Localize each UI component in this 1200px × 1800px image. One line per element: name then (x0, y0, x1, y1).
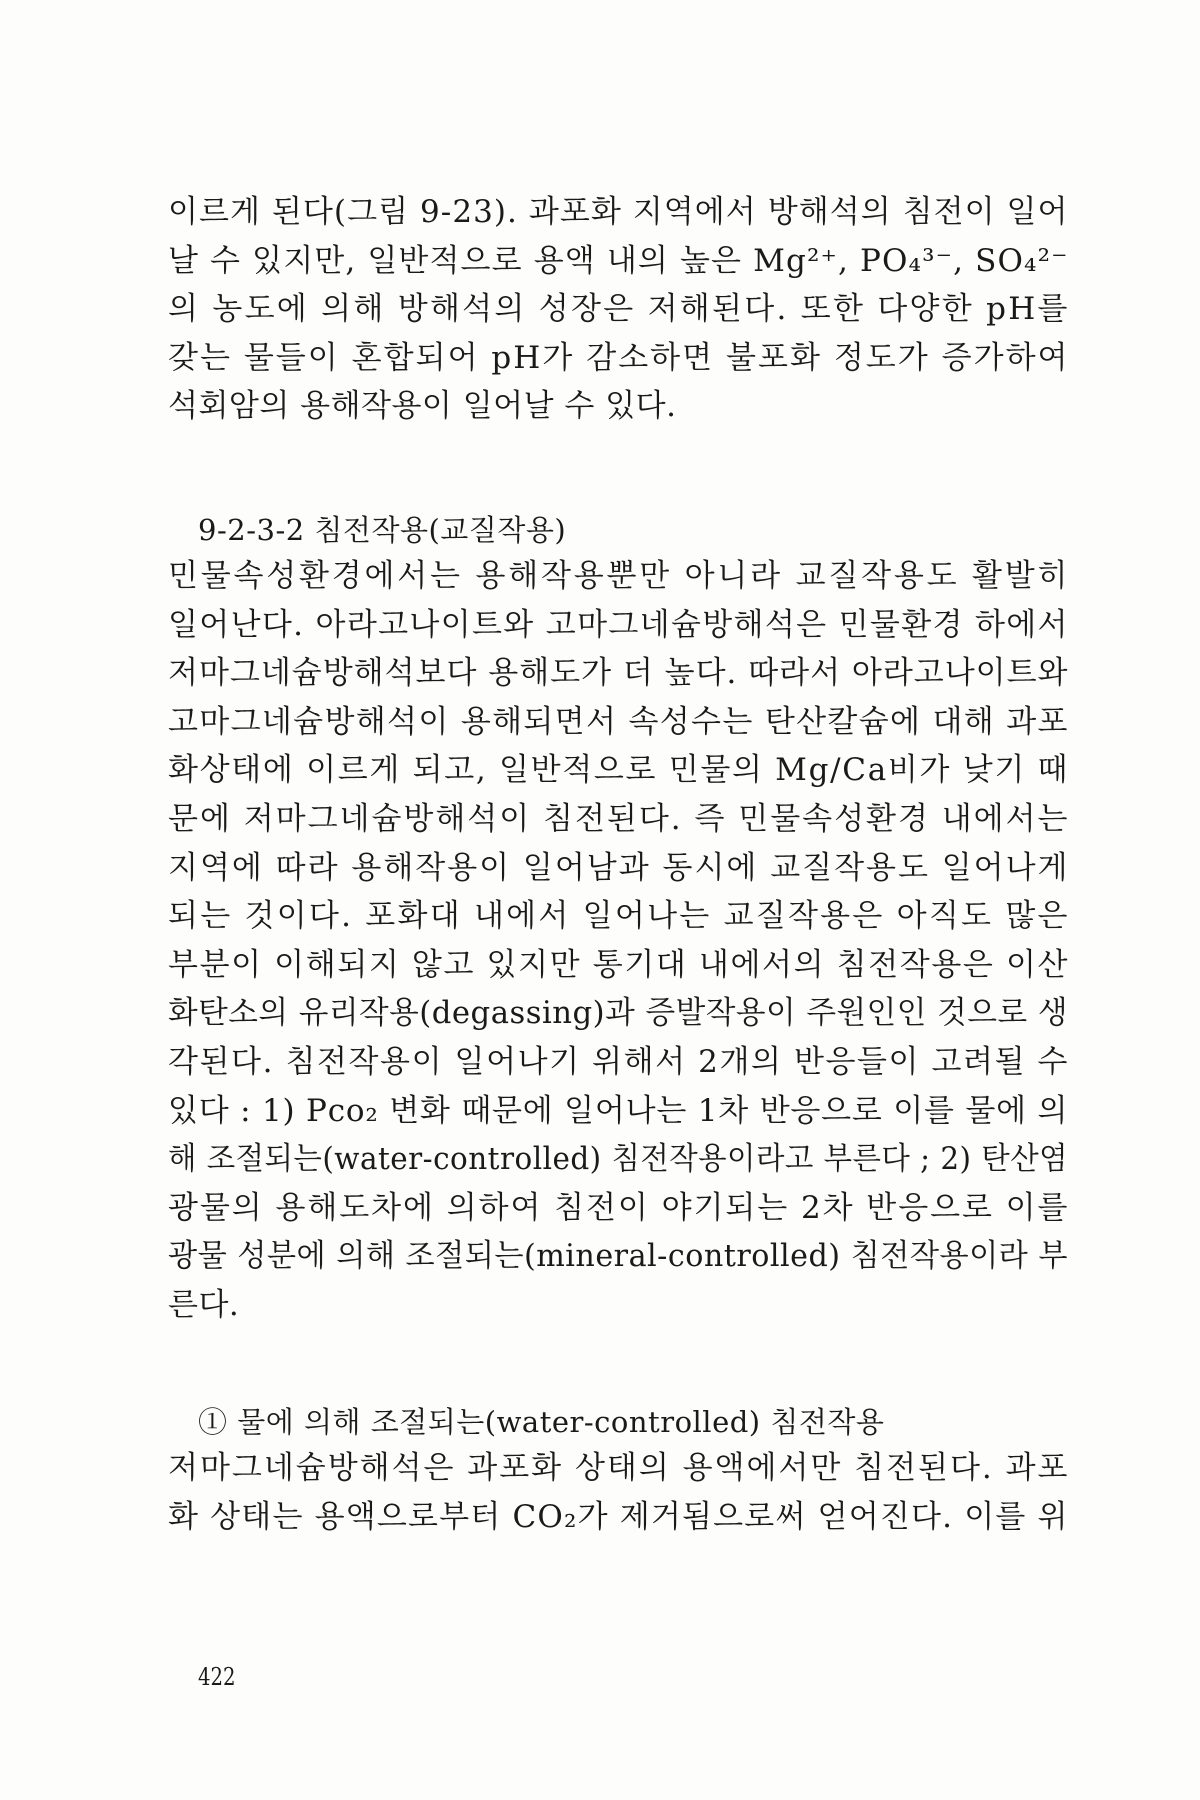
paragraph-1-line: 석회암의 용해작용이 일어날 수 있다. (168, 388, 677, 425)
paragraph-2-line: 화탄소의 유리작용(degassing)과 증발작용이 주원인인 것으로 생 (168, 995, 1068, 1032)
paragraph-2-line: 화상태에 이르게 되고, 일반적으로 민물의 Mg/Ca비가 낮기 때 (168, 752, 1070, 789)
paragraph-1-line: 의 농도에 의해 방해석의 성장은 저해된다. 또한 다양한 pH를 (168, 291, 1070, 328)
page-number: 422 (198, 1663, 236, 1691)
paragraph-3-line: 저마그네슘방해석은 과포화 상태의 용액에서만 침전된다. 과포 (168, 1450, 1070, 1486)
paragraph-2-line: 고마그네슘방해석이 용해되면서 속성수는 탄산칼슘에 대해 과포 (168, 703, 1069, 740)
paragraph-1 (168, 188, 1068, 431)
paragraph-2-line: 각된다. 침전작용이 일어나기 위해서 2개의 반응들이 고려될 수 (168, 1043, 1070, 1080)
paragraph-2-line: 른다. (168, 1286, 240, 1323)
paragraph-2-line: 문에 저마그네슘방해석이 침전된다. 즉 민물속성환경 내에서는 (168, 800, 1070, 837)
paragraph-2-line: 일어난다. 아라고나이트와 고마그네슘방해석은 민물환경 하에서 (168, 606, 1069, 643)
section-heading: 9-2-3-2 침전작용(교질작용) (198, 513, 567, 547)
paragraph-2-line: 되는 것이다. 포화대 내에서 일어나는 교질작용은 아직도 많은 (168, 898, 1070, 935)
paragraph-3 (168, 1444, 1068, 1541)
paragraph-2-line: 광물의 용해도차에 의하여 침전이 야기되는 2차 반응으로 이를 (168, 1189, 1070, 1226)
paragraph-2-line: 부분이 이해되지 않고 있지만 통기대 내에서의 침전작용은 이산 (168, 946, 1070, 983)
paragraph-2-line: 광물 성분에 의해 조절되는(mineral-controlled) 침전작용이라 부 (168, 1238, 1068, 1275)
paragraph-2-line: 있다 : 1) Pco₂ 변화 때문에 일어나는 1차 반응으로 이를 물에 의 (168, 1092, 1069, 1129)
paragraph-2-line: 저마그네슘방해석보다 용해도가 더 높다. 따라서 아라고나이트와 (168, 655, 1069, 692)
paragraph-1-line: 갖는 물들이 혼합되어 pH가 감소하면 불포화 정도가 증가하여 (168, 339, 1070, 376)
paragraph-3-line: 화 상태는 용액으로부터 CO₂가 제거됨으로써 얻어진다. 이를 위 (168, 1498, 1069, 1535)
subsection-heading: ① 물에 의해 조절되는(water-controlled) 침전작용 (198, 1405, 885, 1439)
paragraph-2-line: 민물속성환경에서는 용해작용뿐만 아니라 교질작용도 활발히 (168, 558, 1071, 594)
paragraph-1-line: 날 수 있지만, 일반적으로 용액 내의 높은 Mg²⁺, PO₄³⁻, SO₄²⁻ (168, 242, 1069, 279)
paragraph-2-line: 지역에 따라 용해작용이 일어남과 동시에 교질작용도 일어나게 (168, 849, 1070, 886)
paragraph-2-line: 해 조절되는(water-controlled) 침전작용이라고 부른다 ; 2) 탄산염 (168, 1141, 1069, 1178)
paragraph-2 (168, 552, 1071, 1330)
paragraph-1-line: 이르게 된다(그림 9-23). 과포화 지역에서 방해석의 침전이 일어 (168, 194, 1069, 230)
